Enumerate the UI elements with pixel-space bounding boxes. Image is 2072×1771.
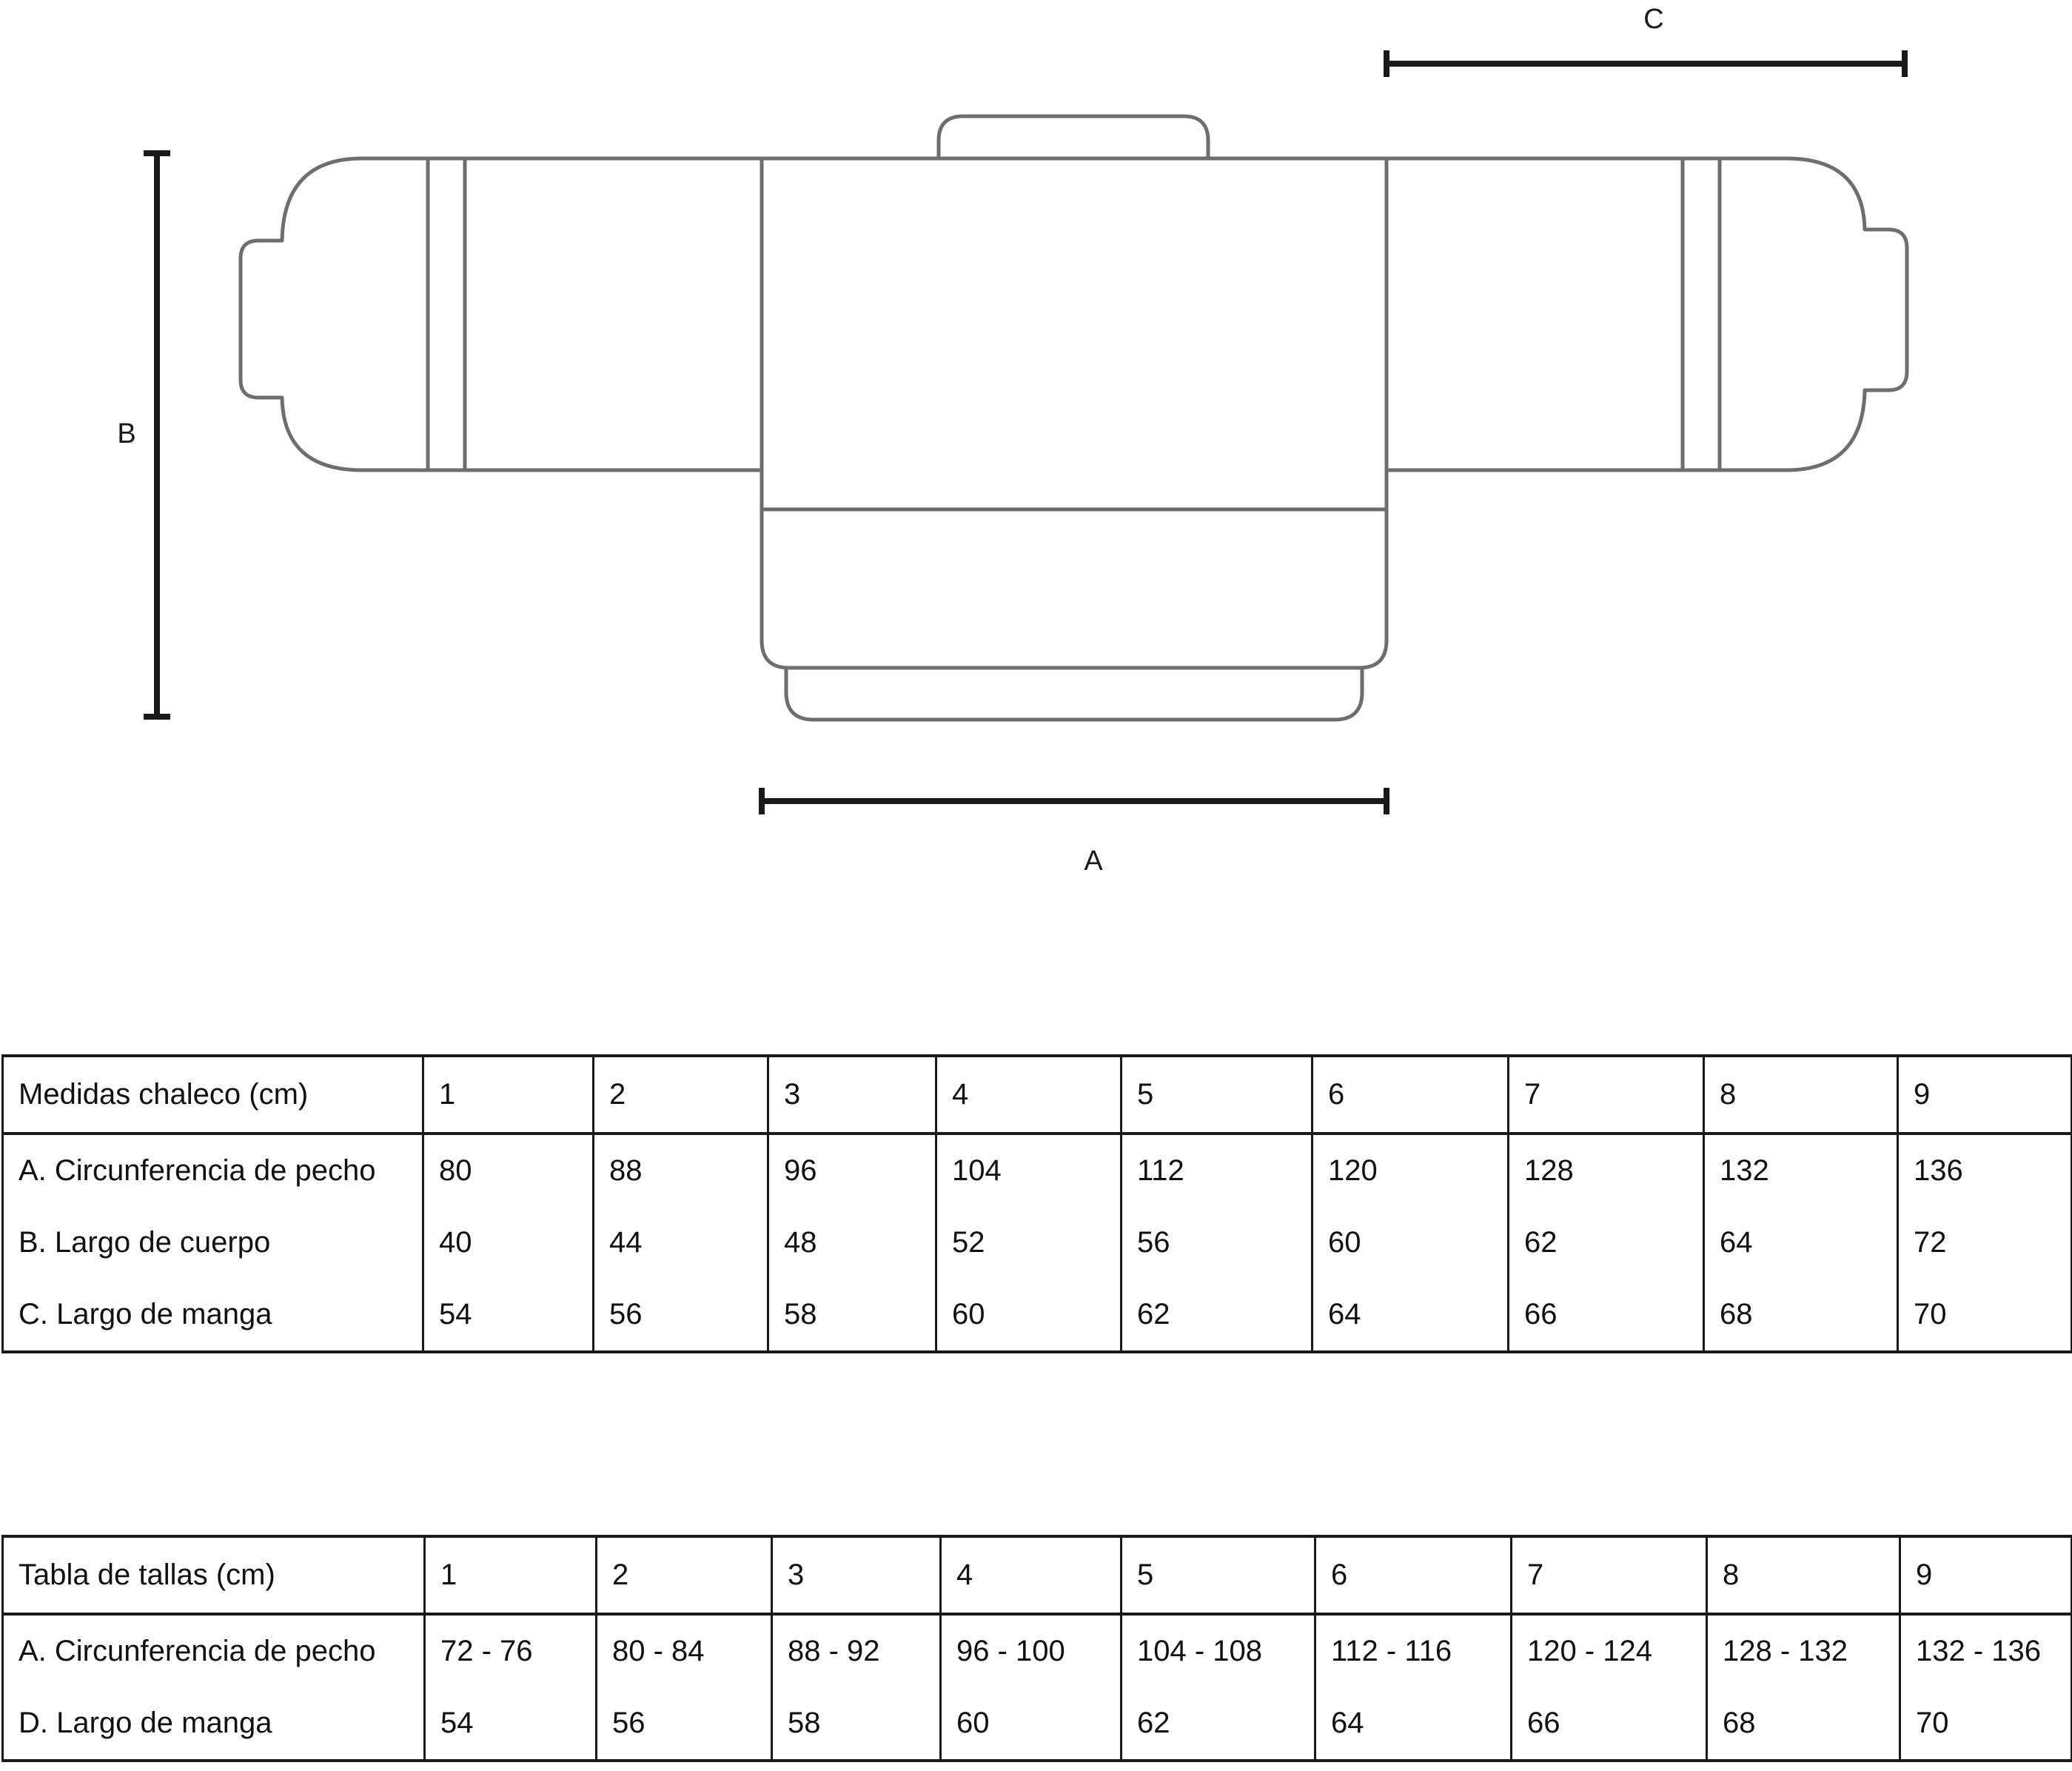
dimension-label-a: A [1084,846,1103,877]
table-cell: 56 [1122,1207,1312,1279]
size-header: 9 [1898,1056,2072,1134]
table-cell: 58 [768,1279,936,1352]
row-label: D. Largo de manga [3,1687,425,1761]
table-cell: 60 [1312,1207,1509,1279]
table-row [3,1207,2072,1279]
table-cell: 104 - 108 [1122,1614,1315,1687]
table-cell: 44 [594,1207,768,1279]
dimension-label-b: B [117,418,136,449]
table-cell: 112 - 116 [1315,1614,1512,1687]
table-cell: 40 [423,1207,594,1279]
size-header: 2 [594,1056,768,1134]
table-cell: 54 [425,1687,597,1761]
size-header: 5 [1122,1056,1312,1134]
dimension-lines [144,50,1905,814]
table-row [3,1614,2072,1687]
table-cell: 66 [1512,1687,1707,1761]
table-cell: 48 [768,1207,936,1279]
size-header: 8 [1704,1056,1898,1134]
row-label: B. Largo de cuerpo [3,1207,423,1279]
row-label: C. Largo de manga [3,1279,423,1352]
table-row [3,1134,2072,1207]
size-header: 6 [1315,1536,1512,1614]
table-cell: 96 - 100 [941,1614,1122,1687]
table-cell: 96 [768,1134,936,1207]
table-cell: 104 [936,1134,1122,1207]
table-title: Medidas chaleco (cm) [3,1056,423,1134]
table-cell: 132 - 136 [1900,1614,2072,1687]
size-header: 9 [1900,1536,2072,1614]
table-cell: 56 [594,1279,768,1352]
table-cell: 62 [1122,1687,1315,1761]
size-header: 2 [597,1536,772,1614]
table-cell: 60 [936,1279,1122,1352]
table-title: Tabla de tallas (cm) [3,1536,425,1614]
row-label: A. Circunferencia de pecho [3,1614,425,1687]
table-row [3,1279,2072,1352]
size-header: 3 [772,1536,941,1614]
size-header: 3 [768,1056,936,1134]
size-header: 4 [941,1536,1122,1614]
table-cell: 88 - 92 [772,1614,941,1687]
left-sleeve [241,158,762,470]
table-cell: 120 - 124 [1512,1614,1707,1687]
table-cell: 68 [1707,1687,1900,1761]
table-cell: 58 [772,1687,941,1761]
table-cell: 64 [1312,1279,1509,1352]
table-cell: 70 [1900,1687,2072,1761]
table-cell: 120 [1312,1134,1509,1207]
dimension-b [144,153,170,717]
table-cell: 62 [1122,1279,1312,1352]
size-header: 5 [1122,1536,1315,1614]
table-cell: 80 - 84 [597,1614,772,1687]
body [762,158,1387,668]
measurements-table [1,1054,2072,1353]
table-cell: 128 - 132 [1707,1614,1900,1687]
table-cell: 64 [1315,1687,1512,1761]
size-header: 6 [1312,1056,1509,1134]
bottom-band [786,668,1362,720]
table-cell: 72 - 76 [425,1614,597,1687]
size-header: 7 [1509,1056,1704,1134]
size-header: 7 [1512,1536,1707,1614]
table-cell: 128 [1509,1134,1704,1207]
table-cell: 54 [423,1279,594,1352]
table-cell: 70 [1898,1279,2072,1352]
table-cell: 56 [597,1687,772,1761]
table-cell: 80 [423,1134,594,1207]
row-label: A. Circunferencia de pecho [3,1134,423,1207]
table-cell: 68 [1704,1279,1898,1352]
garment-outline [241,116,1907,720]
size-header: 8 [1707,1536,1900,1614]
dimension-a [762,788,1387,814]
table-row [3,1687,2072,1761]
table-header-row [3,1056,2072,1134]
table-header-row [3,1536,2072,1614]
table-cell: 62 [1509,1207,1704,1279]
size-chart-table [1,1535,2072,1762]
size-header: 4 [936,1056,1122,1134]
table-cell: 64 [1704,1207,1898,1279]
dimension-c [1387,50,1905,77]
dimension-label-c: C [1643,4,1664,35]
table-cell: 112 [1122,1134,1312,1207]
table-cell: 132 [1704,1134,1898,1207]
size-header: 1 [423,1056,594,1134]
table-cell: 60 [941,1687,1122,1761]
table-cell: 72 [1898,1207,2072,1279]
table-cell: 66 [1509,1279,1704,1352]
table-cell: 136 [1898,1134,2072,1207]
right-sleeve [1387,158,1907,470]
table-cell: 88 [594,1134,768,1207]
table-cell: 52 [936,1207,1122,1279]
size-header: 1 [425,1536,597,1614]
collar [939,116,1208,158]
